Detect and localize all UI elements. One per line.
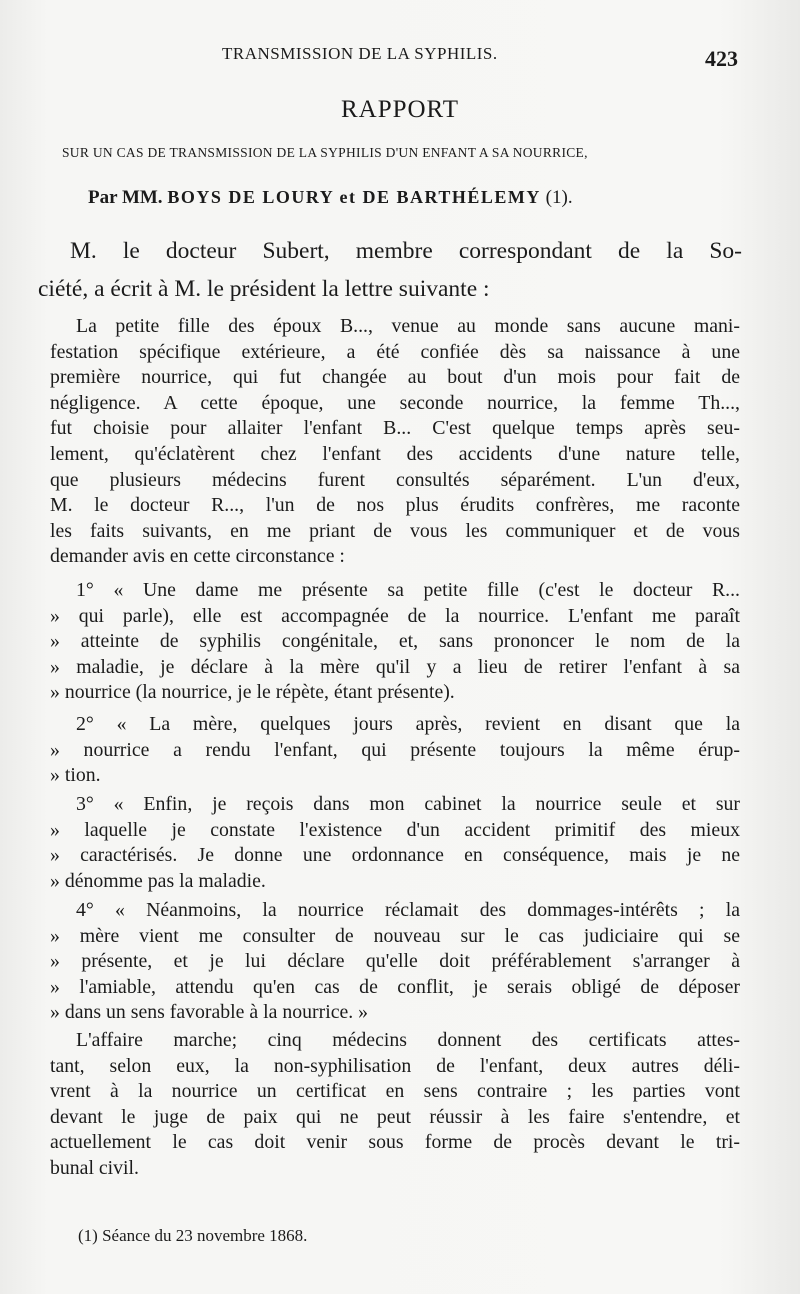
authors-names: BOYS DE LOURY et DE BARTHÉLEMY xyxy=(167,187,541,207)
text-line: demander avis en cette circonstance : xyxy=(50,545,345,568)
text-line: » tion. xyxy=(50,764,101,787)
text-line: 4° « Néanmoins, la nourrice réclamait des dommages-intérêts ; la xyxy=(76,899,740,921)
text-line: vrent à la nourrice un certificat en sens contraire ; les parties vont xyxy=(50,1080,740,1103)
text-line: » présente, et je lui déclare qu'elle doit préférablement s'arranger à xyxy=(50,950,740,973)
closing-paragraph xyxy=(50,1028,740,1182)
text-line: » mère vient me consulter de nouveau sur le cas judiciaire qui se xyxy=(50,924,740,947)
authors-prefix: Par MM. xyxy=(88,187,163,208)
text-line: festation spécifique extérieure, a été confiée dès sa naissance à une xyxy=(50,340,740,363)
text-line: 3° « Enfin, je reçois dans mon cabinet la nourrice seule et sur xyxy=(76,793,740,815)
text-line: tant, selon eux, la non-syphilisation de l'enfant, deux autres déli- xyxy=(50,1054,740,1077)
text-line: première nourrice, qui fut changée au bout d'un mois pour fait de xyxy=(50,366,740,389)
text-line: bunal civil. xyxy=(50,1156,139,1179)
intro-line: M. le docteur Subert, membre correspondant de la So- xyxy=(70,238,742,264)
intro-line: ciété, a écrit à M. le président la lettre suivante : xyxy=(38,276,490,302)
numbered-item-1 xyxy=(50,578,740,706)
text-line: » qui parle), elle est accompagnée de la nourrice. L'enfant me paraît xyxy=(50,604,740,627)
text-line: 2° « La mère, quelques jours après, revient en disant que la xyxy=(76,713,740,735)
text-line: La petite fille des époux B..., venue au monde sans aucune mani- xyxy=(76,315,740,337)
report-title: RAPPORT xyxy=(340,96,460,123)
text-line: les faits suivants, en me priant de vous les communiquer et de vous xyxy=(50,519,740,542)
text-line: que plusieurs médecins furent consultés séparément. L'un d'eux, xyxy=(50,468,740,491)
report-subtitle: SUR UN CAS DE TRANSMISSION DE LA SYPHILIS D'UN ENFANT A SA NOURRICE, xyxy=(62,145,588,160)
text-line: » caractérisés. Je donne une ordonnance en conséquence, mais je ne xyxy=(50,844,740,867)
numbered-item-3 xyxy=(50,792,740,894)
text-line: » atteinte de syphilis congénitale, et, sans prononcer le nom de la xyxy=(50,630,740,653)
footnote: (1) Séance du 23 novembre 1868. xyxy=(78,1226,308,1245)
text-line: fut choisie pour allaiter l'enfant B... C'est quelque temps après seu- xyxy=(50,417,740,440)
text-line: 1° « Une dame me présente sa petite fille (c'est le docteur R... xyxy=(76,579,740,601)
text-line: actuellement le cas doit venir sous forme de procès devant le tri- xyxy=(50,1131,740,1154)
page-number: 423 xyxy=(705,46,738,71)
text-line: lement, qu'éclatèrent chez l'enfant des accidents d'une nature telle, xyxy=(50,442,740,465)
text-line: négligence. A cette époque, une seconde nourrice, la femme Th..., xyxy=(50,391,740,414)
authors-line xyxy=(88,187,573,209)
numbered-item-4 xyxy=(50,898,740,1026)
text-line: » laquelle je constate l'existence d'un accident primitif des mieux xyxy=(50,818,740,841)
running-title: TRANSMISSION DE LA SYPHILIS. xyxy=(222,44,498,63)
text-line: L'affaire marche; cinq médecins donnent des certificats attes- xyxy=(76,1029,740,1051)
text-line: » nourrice a rendu l'enfant, qui présente toujours la même érup- xyxy=(50,738,740,761)
text-line: devant le juge de paix qui ne peut réussir à les faire s'entendre, et xyxy=(50,1105,740,1128)
text-line: » dans un sens favorable à la nourrice. » xyxy=(50,1001,369,1024)
text-line: » dénomme pas la maladie. xyxy=(50,869,266,892)
footnote-reference: (1). xyxy=(545,187,573,208)
letter-paragraph xyxy=(50,314,740,570)
text-line: » nourrice (la nourrice, je le répète, étant présente). xyxy=(50,681,455,704)
text-line: » maladie, je déclare à la mère qu'il y a lieu de retirer l'enfant à sa xyxy=(50,655,740,678)
text-line: M. le docteur R..., l'un de nos plus érudits confrères, me raconte xyxy=(50,494,740,517)
text-line: » l'amiable, attendu qu'en cas de conflit, je serais obligé de déposer xyxy=(50,975,740,998)
numbered-item-2 xyxy=(50,712,740,789)
